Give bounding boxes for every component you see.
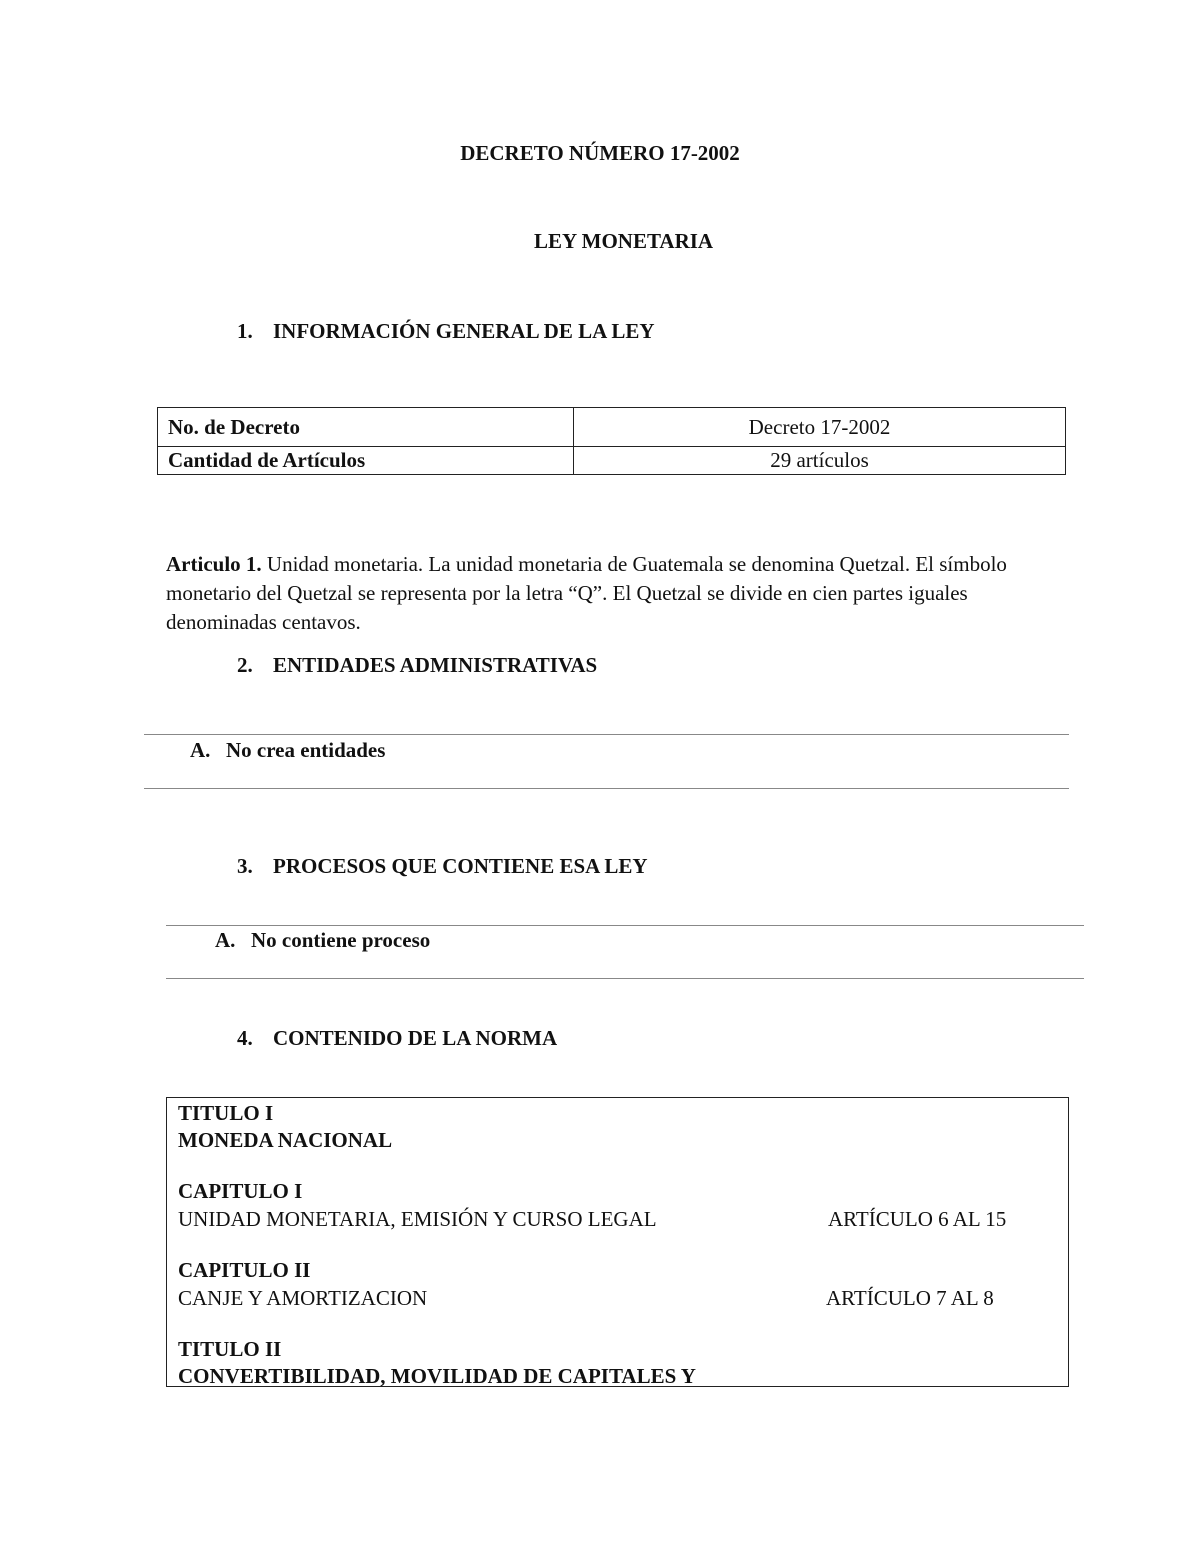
- law-title: LEY MONETARIA: [534, 229, 714, 253]
- section-2-title: ENTIDADES ADMINISTRATIVAS: [273, 653, 598, 677]
- capitulo-1-name: UNIDAD MONETARIA, EMISIÓN Y CURSO LEGAL: [178, 1207, 657, 1231]
- section-4-number: 4.: [237, 1026, 253, 1050]
- capitulo-2-name: CANJE Y AMORTIZACION: [178, 1286, 428, 1310]
- decree-title: DECRETO NÚMERO 17-2002: [460, 141, 740, 165]
- divider: [166, 978, 1084, 979]
- divider: [166, 925, 1084, 926]
- table-row: [158, 447, 1066, 475]
- section-2-item: [190, 738, 385, 763]
- divider: [144, 788, 1069, 789]
- info-label: Cantidad de Artículos: [158, 447, 574, 475]
- section-3-heading: [237, 854, 648, 879]
- article-1-paragraph: [166, 550, 1046, 637]
- table-row: [158, 408, 1066, 447]
- info-value: 29 artículos: [574, 447, 1066, 475]
- article-1-label: Articulo 1.: [166, 552, 262, 576]
- titulo-1: TITULO I: [178, 1101, 274, 1125]
- titulo-1-name: MONEDA NACIONAL: [178, 1128, 393, 1152]
- info-value: Decreto 17-2002: [574, 408, 1066, 447]
- section-2-item-letter: A.: [190, 738, 211, 762]
- titulo-2-name: CONVERTIBILIDAD, MOVILIDAD DE CAPITALES Y: [178, 1364, 696, 1388]
- section-1-number: 1.: [237, 319, 253, 343]
- divider: [144, 734, 1069, 735]
- section-2-item-text: No crea entidades: [226, 738, 386, 762]
- section-1-heading: [237, 319, 655, 344]
- titulo-2: TITULO II: [178, 1337, 282, 1361]
- section-3-item-letter: A.: [215, 928, 236, 952]
- section-3-number: 3.: [237, 854, 253, 878]
- info-table: [157, 407, 1066, 475]
- info-label: No. de Decreto: [158, 408, 574, 447]
- section-3-item: [215, 928, 430, 953]
- article-1-text: Unidad monetaria. La unidad monetaria de Guatemala se denomina Quetzal. El símbolo monetario del Quetzal se representa por la letra “Q”. El Quetzal se divide en cien partes iguales denominadas centavos.: [166, 552, 1007, 634]
- capitulo-1: CAPITULO I: [178, 1179, 303, 1203]
- section-3-item-text: No contiene proceso: [251, 928, 431, 952]
- section-4-title: CONTENIDO DE LA NORMA: [273, 1026, 558, 1050]
- capitulo-2: CAPITULO II: [178, 1258, 311, 1282]
- capitulo-1-range: ARTÍCULO 6 AL 15: [828, 1207, 1007, 1231]
- section-2-number: 2.: [237, 653, 253, 677]
- section-1-title: INFORMACIÓN GENERAL DE LA LEY: [273, 319, 655, 343]
- section-4-heading: [237, 1026, 557, 1051]
- content-box: [166, 1097, 1069, 1387]
- capitulo-2-range: ARTÍCULO 7 AL 8: [826, 1286, 994, 1310]
- section-2-heading: [237, 653, 597, 678]
- section-3-title: PROCESOS QUE CONTIENE ESA LEY: [273, 854, 648, 878]
